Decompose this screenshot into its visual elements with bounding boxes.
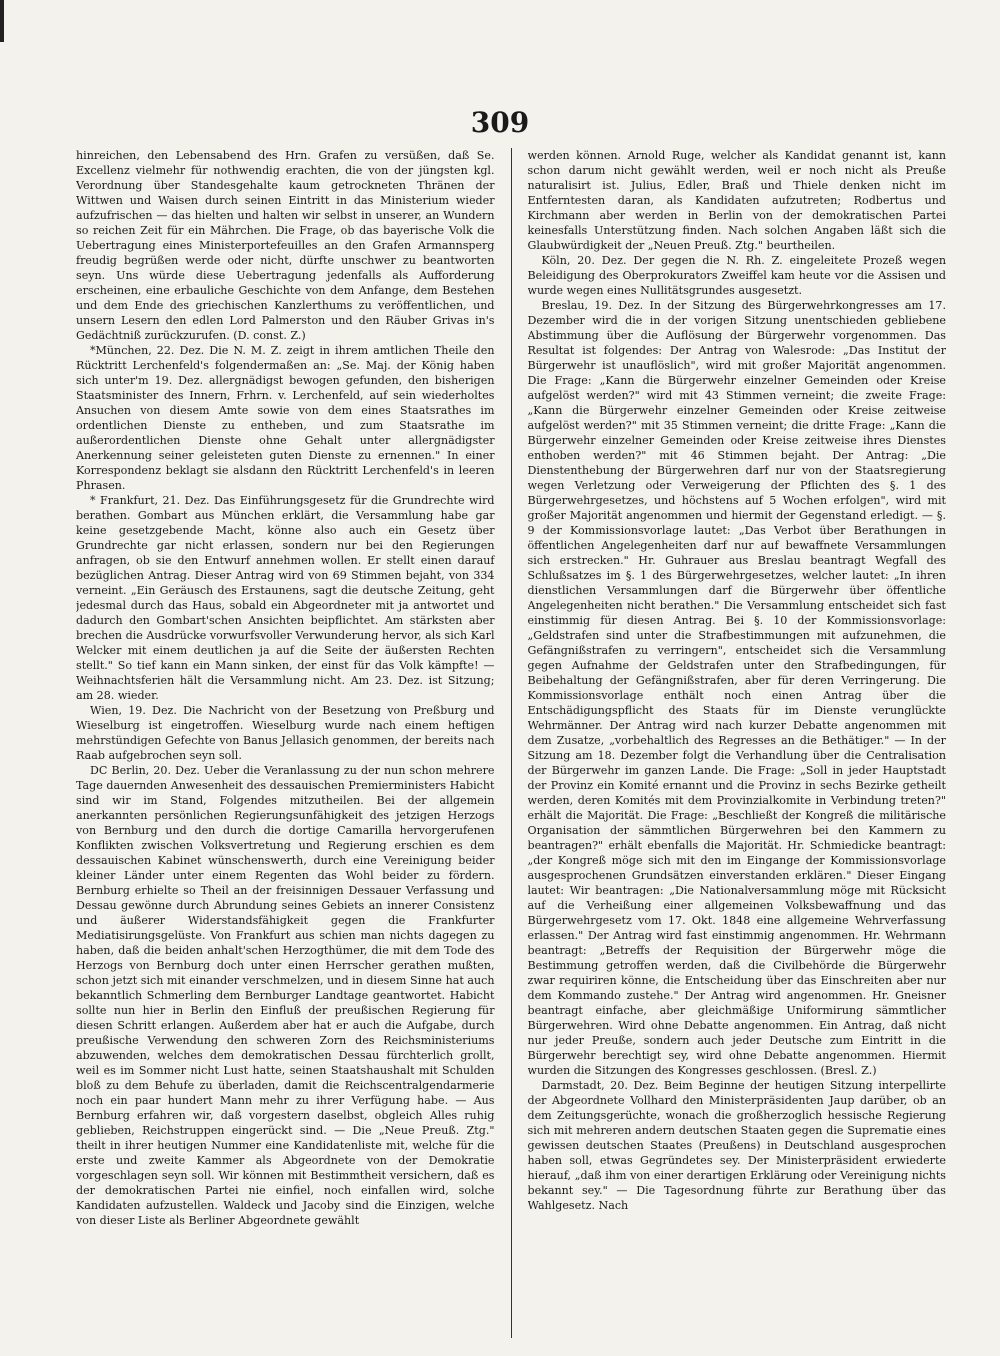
page-edge-mark [0,0,4,42]
article-paragraph: hinreichen, den Lebensabend des Hrn. Grafen zu versüßen, daß Se. Excellenz vielmehr für nothwendig erachten, die von der jüngsten kgl. Verordnung über Standesgehalte kaum getrockneten Thränen der Wittwen und Waisen durch seinen Eintritt in das Ministerium wieder aufzufrischen — das hielten und halten wir selbst in unserer, an Wundern so reichen Zeit für ein Mährchen. Die Frage, ob das bayerische Volk die Uebertragung eines Ministerportefeuilles an den Grafen Armannsperg freudig begrüßen werde oder nicht, dürfte unschwer zu beantworten seyn. Uns würde diese Uebertragung jedenfalls als Aufforderung erscheinen, eine erbauliche Geschichte von dem Anfange, dem Bestehen und dem Ende des griechischen Kanzlerthums zu veröffentlichen, und unsern Lesern den edlen Lord Palmerston und den Räuber Grivas in's Gedächtniß zurückzurufen. (D. const. Z.) [76,149,495,342]
article-paragraph: DC Berlin, 20. Dez. Ueber die Veranlassung zu der nun schon mehrere Tage dauernden Anwesenheit des dessauischen Premierministers Habicht sind wir im Stand, Folgendes mitzutheilen. Bei der allgemein anerkannten persönlichen Regierungsunfähigkeit des jetzigen Herzogs von Bernburg und den durch die dortige Camarilla hervorgerufenen Konflikten zwischen Volksvertretung und Regierung erschien es dem dessauischen Kabinet wünschenswerth, durch eine Vereinigung beider kleiner Länder unter einem Regenten das Wohl beider zu fördern. Bernburg erhielte so Theil an der freisinnigen Dessauer Verfassung und Dessau gewönne durch Abrundung seines Gebiets an innerer Consistenz und äußerer Widerstandsfähigkeit gegen die Frankfurter Mediatisirungsgelüste. Von Frankfurt aus schien man nichts dagegen zu haben, daß die beiden anhalt'schen Herzogthümer, die mit dem Tode des Herzogs von Bernburg doch unter einen Herrscher gerathen mußten, schon jetzt sich mit einander verschmelzen, und in diesem Sinne hat auch bekanntlich Schmerling dem Bernburger Landtage geantwortet. Habicht sollte nun hier in Berlin den Einfluß der preußischen Regierung für diesen Schritt erlangen. Außerdem aber hat er auch die Aufgabe, durch preußische Verwendung den schweren Zorn des Reichsministeriums abzuwenden, welches dem demokratischen Dessau fürchterlich grollt, weil es im Sommer nicht Lust hatte, seinen Staatshaushalt mit Schulden bloß zu dem Behufe zu überladen, damit die Reichscentralgendarmerie noch ein paar hundert Mann mehr zu ihrer Verfügung habe. — Aus Bernburg erfahren wir, daß vorgestern daselbst, obgleich Alles ruhig geblieben, Reichstruppen eingerückt sind. — Die „Neue Preuß. Ztg." theilt in ihrer heutigen Nummer eine Kandidatenliste mit, welche für die erste und zweite Kammer als Abgeordnete von der Demokratie vorgeschlagen seyn soll. Wir können mit Bestimmtheit versichern, daß es der demokratischen Partei nie einfiel, noch einfallen wird, solche Kandidaten aufzustellen. Waldeck und Jacoby sind die Einzigen, welche von dieser Liste als Berliner Abgeordnete gewählt [76,764,495,1227]
article-paragraph: werden können. Arnold Ruge, welcher als Kandidat genannt ist, kann schon darum nicht gewählt werden, weil er noch nicht als Preuße naturalisirt ist. Julius, Edler, Braß und Thiele denken nicht im Entferntesten daran, als Kandidaten aufzutreten; Rodbertus und Kirchmann aber werden in Berlin von der demokratischen Partei keinesfalls Unterstützung finden. Nach solchen Angaben läßt sich die Glaubwürdigkeit der „Neuen Preuß. Ztg." beurtheilen. [527,149,946,252]
article-paragraph: * Frankfurt, 21. Dez. Das Einführungsgesetz für die Grundrechte wird berathen. Gombart aus München erklärt, die Versammlung habe gar keine gesetzgebende Macht, könne also auch ein Gesetz über Grundrechte gar nicht erlassen, sondern nur bei den Regierungen anfragen, ob sie den Entwurf annehmen wollen. Er stellt einen darauf bezüglichen Antrag. Dieser Antrag wird von 69 Stimmen bejaht, von 334 verneint. „Ein Geräusch des Erstaunens, sagt die deutsche Zeitung, geht jedesmal durch das Haus, sobald ein Abgeordneter mit ja antwortet und dadurch den Gombart'schen Ansichten beipflichtet. Am stärksten aber brechen die Ausdrücke vorwurfsvoller Verwunderung hervor, als sich Karl Welcker mit einem deutlichen ja auf die Seite der äußersten Rechten stellt." So tief kann ein Mann sinken, der einst für das Volk kämpfte! — Weihnachtsferien hält die Versammlung nicht. Am 23. Dez. ist Sitzung; am 28. wieder. [76,494,495,702]
article-paragraph: Wien, 19. Dez. Die Nachricht von der Besetzung von Preßburg und Wieselburg ist eingetroffen. Wieselburg wurde nach einem heftigen mehrstündigen Gefechte von Banus Jellasich genommen, der bereits nach Raab aufgebrochen seyn soll. [76,704,495,762]
right-column [528,148,947,1338]
page-number: 309 [470,106,530,139]
text-columns [76,148,946,1338]
article-paragraph: Köln, 20. Dez. Der gegen die N. Rh. Z. eingeleitete Prozeß wegen Beleidigung des Oberprokurators Zweiffel kam heute vor die Assisen und wurde wegen eines Nullitätsgrundes ausgesetzt. [527,254,946,297]
article-paragraph: Breslau, 19. Dez. In der Sitzung des Bürgerwehrkongresses am 17. Dezember wird die in der vorigen Sitzung unentschieden gebliebene Abstimmung über die Auflösung der Bürgerwehr vorgenommen. Das Resultat ist folgendes: Der Antrag von Walesrode: „Das Institut der Bürgerwehr ist unauflöslich", wird mit großer Majorität angenommen. Die Frage: „Kann die Bürgerwehr einzelner Gemeinden oder Kreise aufgelöst werden?" wird mit 43 Stimmen verneint; die zweite Frage: „Kann die Bürgerwehr einzelner Gemeinden oder Kreise zeitweise aufgelöst werden?" mit 35 Stimmen verneint; die dritte Frage: „Kann die Bürgerwehr einzelner Gemeinden oder Kreise zeitweise ihres Dienstes enthoben werden?" mit 46 Stimmen bejaht. Der Antrag: „Die Dienstenthebung der Bürgerwehren darf nur von der Staatsregierung wegen Verletzung oder Verweigerung der Pflichten des §. 1 des Bürgerwehrgesetzes, und höchstens auf 5 Wochen erfolgen", wird mit großer Majorität angenommen und hiermit der Gegenstand erledigt. — §. 9 der Kommissionsvorlage lautet: „Das Verbot über Berathungen in öffentlichen Angelegenheiten darf nur auf bewaffnete Versammlungen sich erstrecken." Hr. Guhrauer aus Breslau beantragt Wegfall des Schlußsatzes im §. 1 des Bürgerwehrgesetzes, welcher lautet: „In ihren dienstlichen Versammlungen darf die Bürgerwehr über öffentliche Angelegenheiten nicht berathen." Die Versammlung entscheidet sich fast einstimmig für diesen Antrag. Bei §. 10 der Kommissionsvorlage: „Geldstrafen sind unter die Strafbestimmungen mit aufzunehmen, die Gefängnißstrafen zu verringern", entscheidet sich die Versammlung gegen Aufnahme der Geldstrafen unter den Strafbedingungen, für Beibehaltung der Gefängnißstrafen, aber für deren Verringerung. Die Kommissionsvorlage enthält noch einen Antrag über die Entschädigungspflicht des Staats für im Dienste verunglückte Wehrmänner. Der Antrag wird nach kurzer Debatte angenommen mit dem Zusatze, „vorbehaltlich des Regresses an die Bethätiger." — In der Sitzung am 18. Dezember folgt die Verhandlung über die Centralisation der Bürgerwehr im ganzen Lande. Die Frage: „Soll in jeder Hauptstadt der Provinz ein Komité ernannt und die Provinz in sechs Bezirke getheilt werden, deren Komités mit dem Provinzialkomite in Verbindung treten?" erhält die Majorität. Die Frage: „Beschließt der Kongreß die militärische Organisation der sämmtlichen Bürgerwehren bei den Kammern zu beantragen?" erhält ebenfalls die Majorität. Hr. Schmiedicke beantragt: „der Kongreß möge sich mit den im Eingange der Kommissionsvorlage ausgesprochenen Grundsätzen einverstanden erklären." Dieser Eingang lautet: Wir beantragen: „Die Nationalversammlung möge mit Rücksicht auf die Verheißung einer allgemeinen Volksbewaffnung und das Bürgerwehrgesetz vom 17. Okt. 1848 eine allgemeine Wehrverfassung erlassen." Der Antrag wird fast einstimmig angenommen. Hr. Wehrmann beantragt: „Betreffs der Requisition der Bürgerwehr möge die Bestimmung getroffen werden, daß die Civilbehörde die Bürgerwehr zwar requiriren könne, die Entscheidung über das Einschreiten aber nur dem Kommando zustehe." Der Antrag wird angenommen. Hr. Gneisner beantragt einfache, aber gleichmäßige Uniformirung sämmtlicher Bürgerwehren. Wird ohne Debatte angenommen. Ein Antrag, daß nicht nur jeder Preuße, sondern auch jeder Deutsche zum Eintritt in die Bürgerwehr berechtigt sey, wird ohne Debatte angenommen. Hiermit wurden die Sitzungen des Kongresses geschlossen. (Bresl. Z.) [527,299,946,1077]
column-rule [511,148,512,1338]
article-paragraph: *München, 22. Dez. Die N. M. Z. zeigt in ihrem amtlichen Theile den Rücktritt Lerchenfeld's folgendermaßen an: „Se. Maj. der König haben sich unter'm 19. Dez. allergnädigst bewogen gefunden, den bisherigen Staatsminister des Innern, Frhrn. v. Lerchenfeld, auf sein wiederholtes Ansuchen von diesem Amte sowie von dem eines Staatsrathes im ordentlichen Dienste zu entheben, und zum Staatsrathe im außerordentlichen Dienste ohne Gehalt unter allergnädigster Anerkennung seiner geleisteten guten Dienste zu ernennen." In einer Korrespondenz beklagt sie alsdann den Rücktritt Lerchenfeld's in leeren Phrasen. [76,344,495,492]
left-column [76,148,495,1338]
article-paragraph: Darmstadt, 20. Dez. Beim Beginne der heutigen Sitzung interpellirte der Abgeordnete Vollhard den Ministerpräsidenten Jaup darüber, ob an dem Zeitungsgerüchte, wonach die großherzoglich hessische Regierung sich mit mehreren andern deutschen Staaten gegen die Suprematie eines gewissen deutschen Staates (Preußens) in Deutschland ausgesprochen haben soll, etwas Gegründetes sey. Der Ministerpräsident erwiederte hierauf, „daß ihm von einer derartigen Erklärung oder Vereinigung nichts bekannt sey." — Die Tagesordnung führte zur Berathung über das Wahlgesetz. Nach [527,1079,946,1212]
